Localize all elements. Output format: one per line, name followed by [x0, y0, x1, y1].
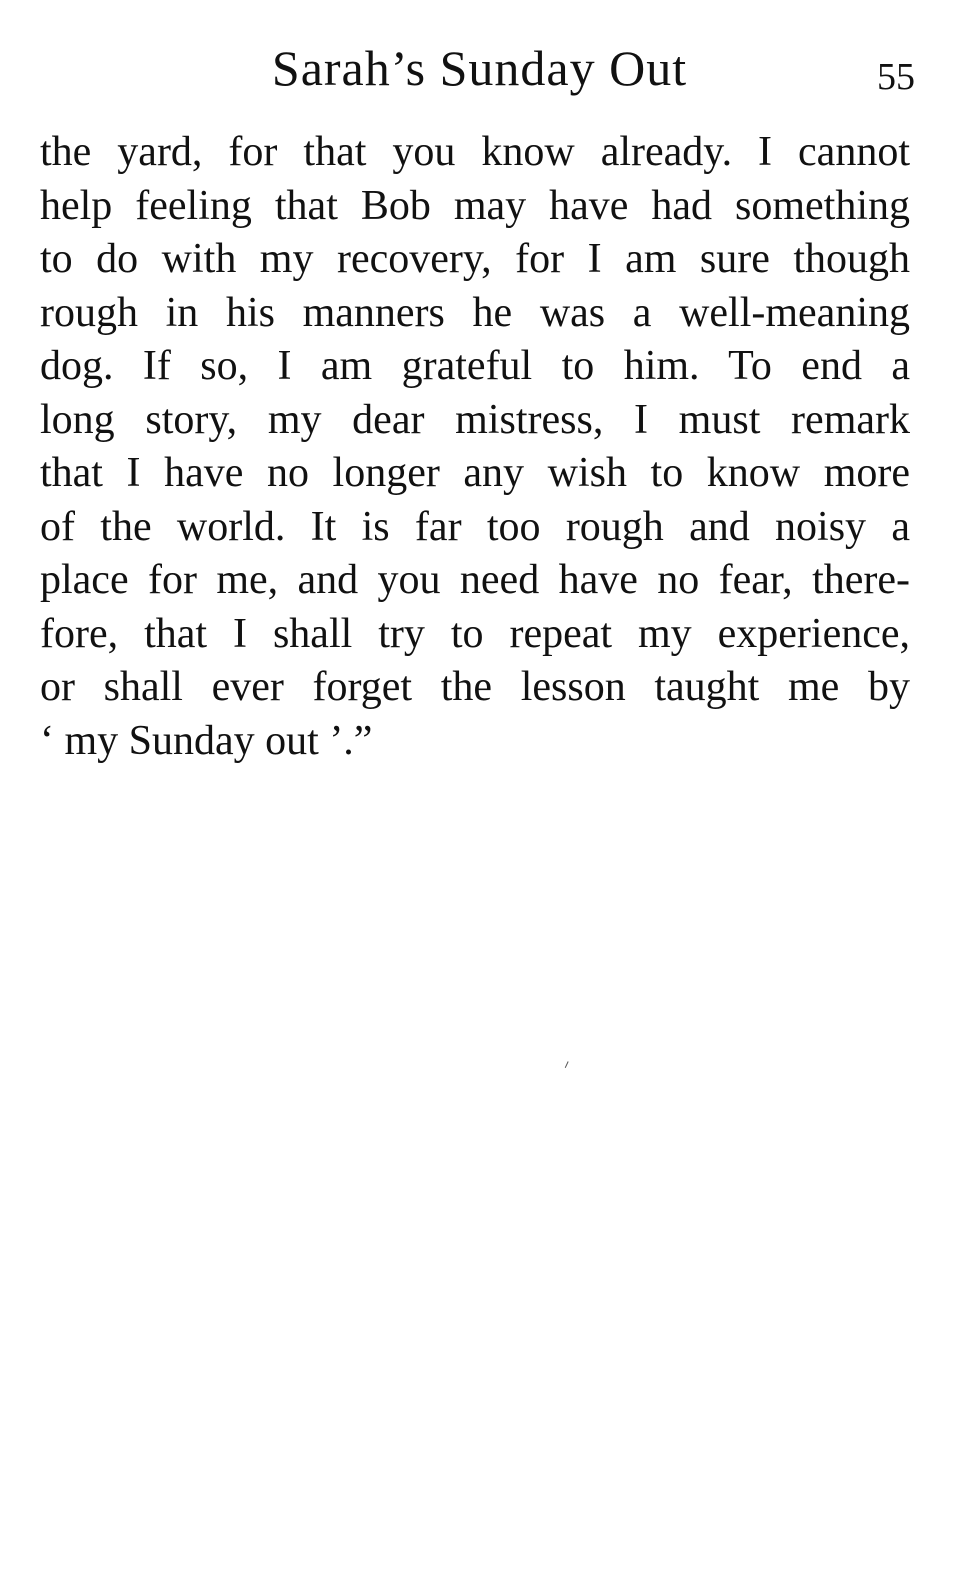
text-line: fore, that I shall try to repeat my experience,	[40, 610, 910, 657]
text-line: dog. If so, I am grateful to him. To end a	[40, 343, 910, 389]
text-line: or shall ever forget the lesson taught me by	[40, 664, 910, 710]
text-line: place for me, and you need have no fear, there-	[40, 557, 910, 603]
text-line: rough in his manners he was a well-meaning	[40, 289, 910, 336]
text-line: ‘ my Sunday out ’.”	[40, 717, 373, 764]
running-head	[0, 36, 959, 106]
text-line: help feeling that Bob may have had something	[40, 182, 910, 229]
text-line: of the world. It is far too rough and noisy a	[40, 503, 910, 550]
text-line: that I have no longer any wish to know more	[40, 450, 910, 496]
body-text	[40, 126, 910, 768]
text-line: to do with my recovery, for I am sure though	[40, 236, 910, 282]
text-line: long story, my dear mistress, I must remark	[40, 396, 910, 443]
text-line: the yard, for that you know already. I cannot	[40, 129, 910, 175]
ink-speck	[565, 1061, 572, 1069]
running-title: Sarah’s Sunday Out	[271, 40, 688, 96]
page-number: 55	[877, 56, 915, 98]
